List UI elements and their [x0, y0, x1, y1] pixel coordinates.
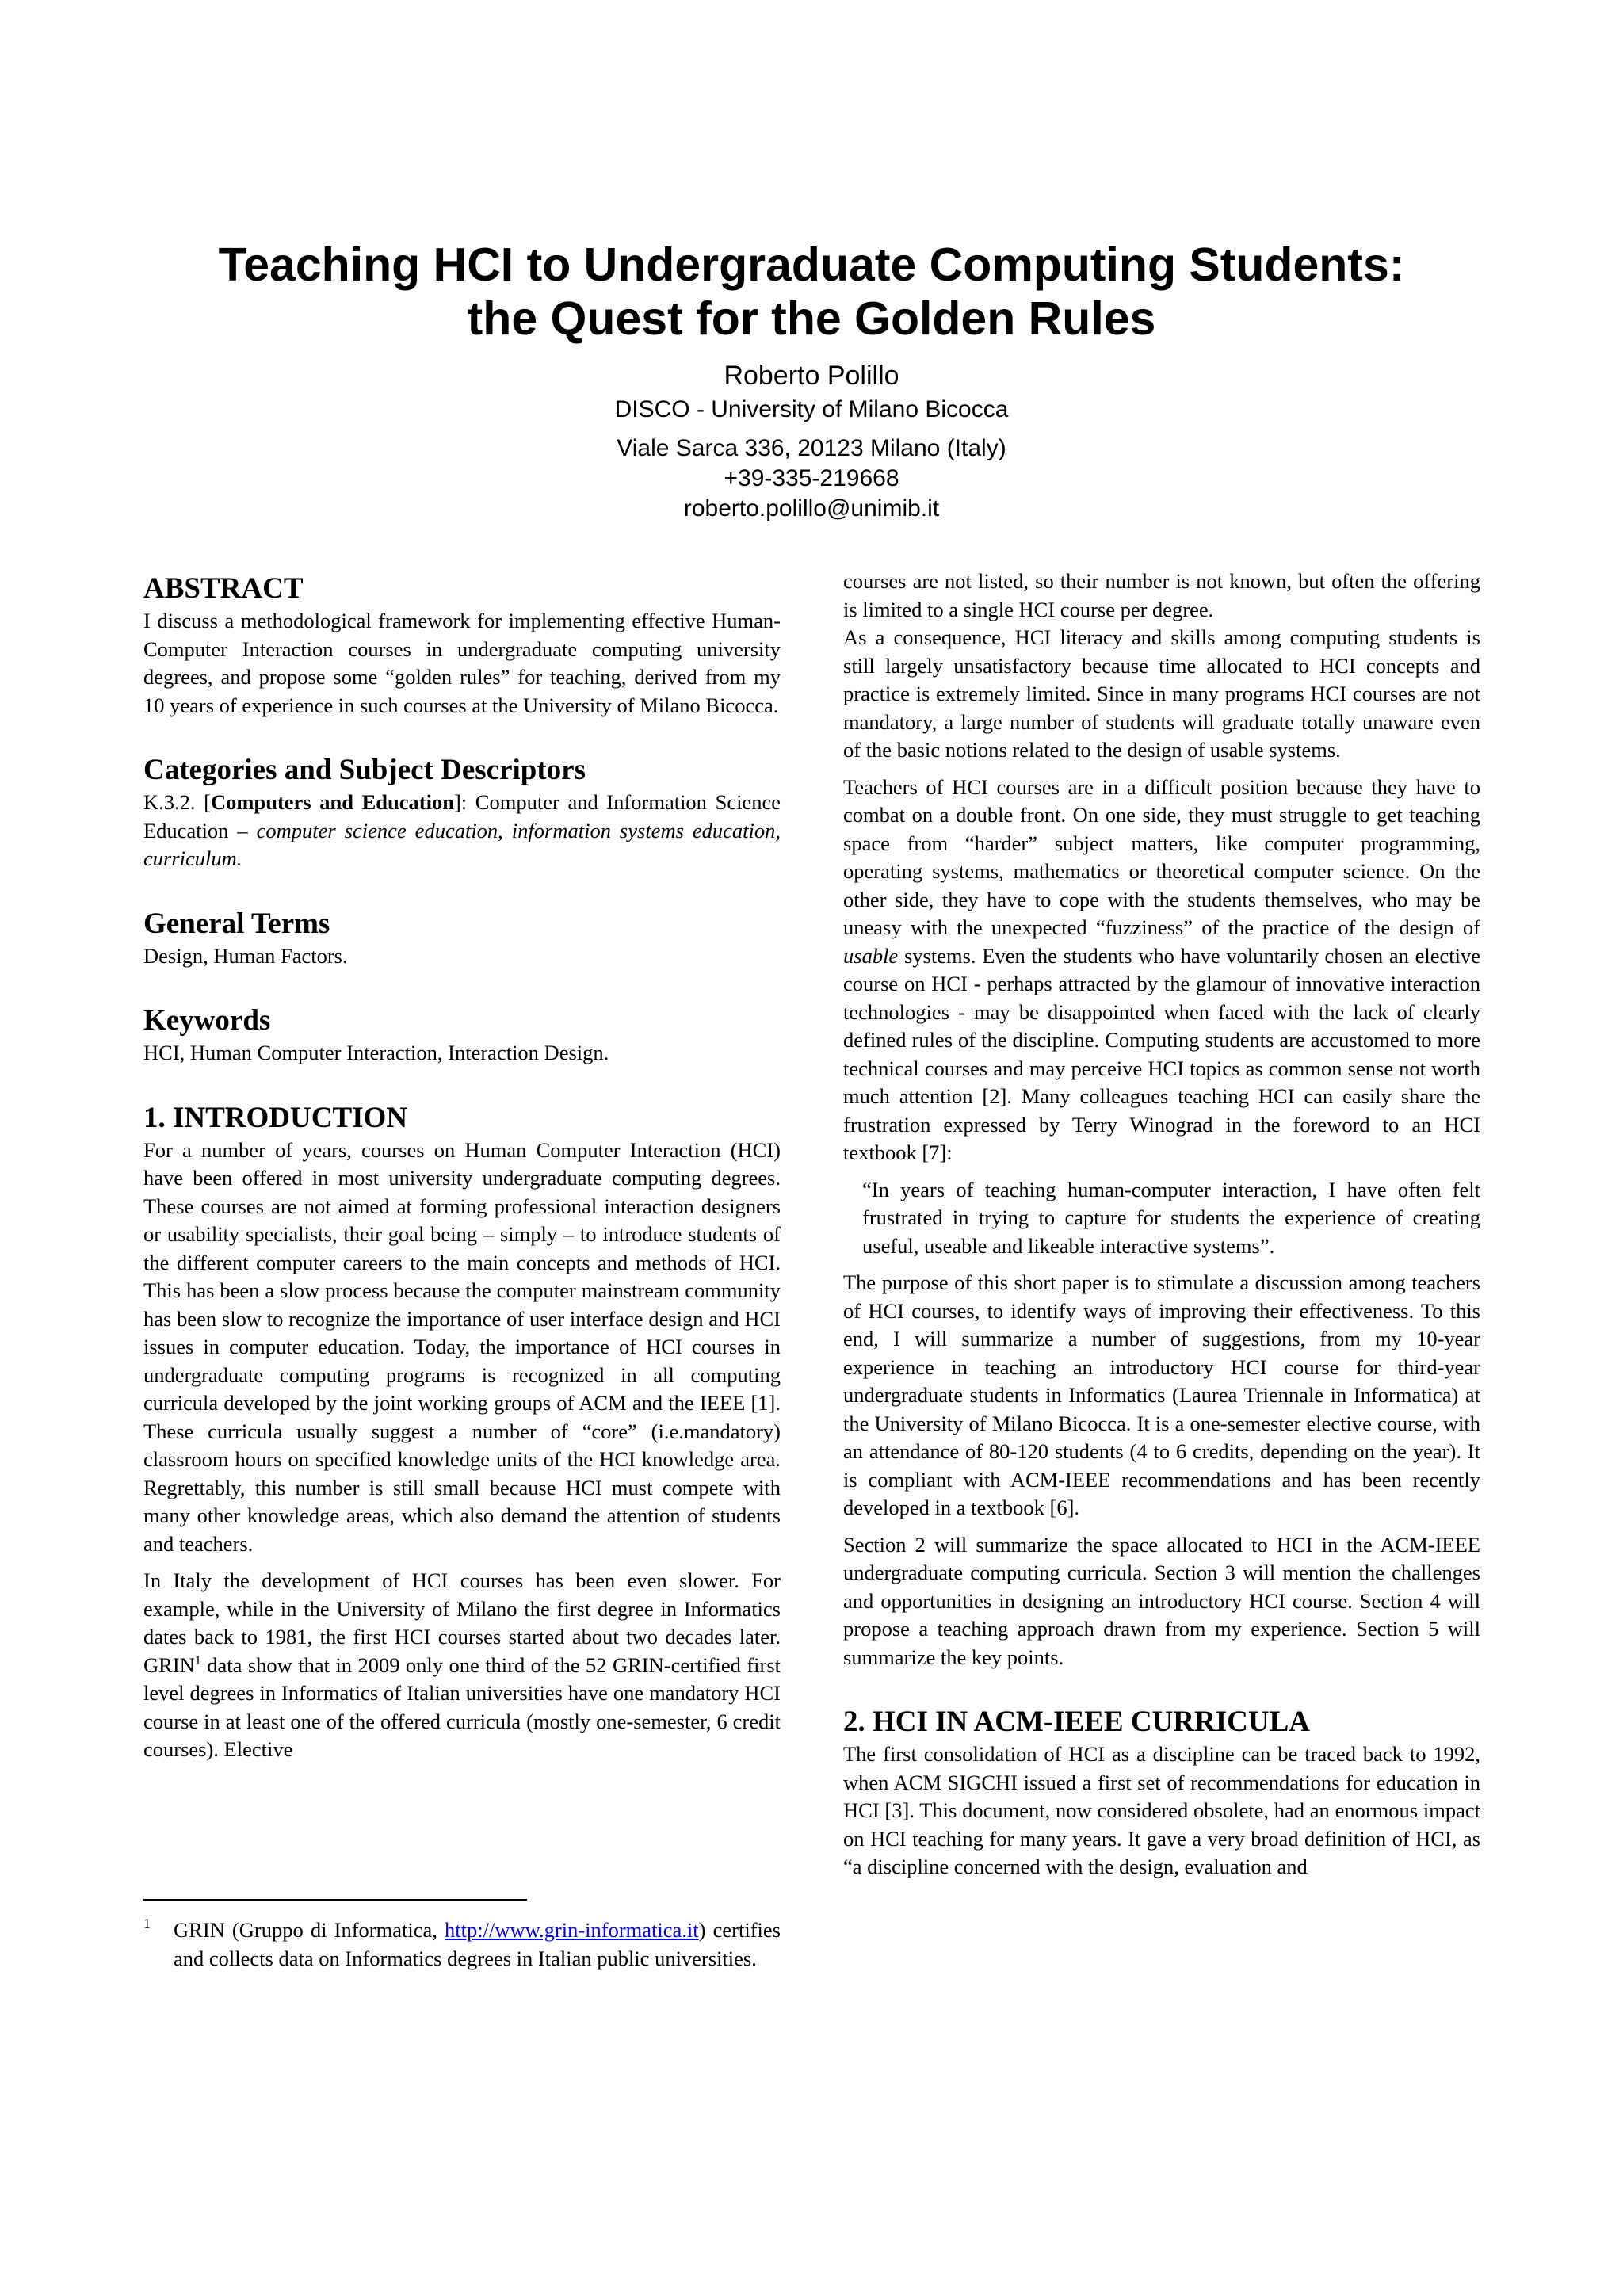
- right-column: [843, 567, 1480, 1890]
- footnote: 1 GRIN (Gruppo di Informatica, http://www.grin-informatica.it) certifies and collects data on Informatics degrees in Italian public universities.: [143, 1916, 781, 1973]
- intro-paragraph-7: Section 2 will summarize the space allocated to HCI in the ACM-IEEE undergraduate computing curricula. Section 3 will mention the challenges and opportunities in designing an introductory HCI course. Section 4 will propose a teaching approach drawn from my experience. Section 5 will summarize the key points.: [843, 1532, 1480, 1669]
- general-terms-heading: General Terms: [143, 907, 330, 940]
- general-terms-text: Design, Human Factors.: [143, 943, 348, 968]
- categories-text: K.3.2. [Computers and Education]: Computer and Information Science Education – computer science education, information systems education, curriculum.: [143, 790, 781, 870]
- intro-paragraph-6: The purpose of this short paper is to stimulate a discussion among teachers of HCI courses, to identify ways of improving their effectiveness. To this end, I will summarize a number of suggestions, from my 10-year experience in teaching an introductory HCI course for third-year undergraduate students in Informatics (Laurea Triennale in Informatica) at the University of Milano Bicocca. It is a one-semester elective course, with an attendance of 80-120 students (4 to 6 credits, depending on the year). It is compliant with ACM-IEEE recommendations and has been recently developed in a textbook [6].: [843, 1270, 1480, 1519]
- abstract-heading: ABSTRACT: [143, 572, 304, 605]
- intro-paragraph-1: For a number of years, courses on Human Computer Interaction (HCI) have been offered in most university undergraduate computing degrees. These courses are not aimed at forming professional interaction designers or usability specialists, their goal being – simply – to introduce students of the different computer careers to the main concepts and methods of HCI. This has been a slow process because the computer mainstream community has been slow to recognize the importance of user interface design and HCI issues in computer education. Today, the importance of HCI courses in undergraduate computing programs is recognized in all computing curricula developed by the joint working groups of ACM and the IEEE [1]. These curricula usually suggest a number of “core” (i.e.mandatory) classroom hours on specified knowledge units of the HCI knowledge area. Regrettably, this number is still small because HCI must compete with many other knowledge areas, which also demand the attention of students and teachers.: [143, 1137, 781, 1556]
- abstract-text: I discuss a methodological framework for implementing effective Human-Computer Interaction courses in undergraduate computing university degrees, and propose some “golden rules” for teaching, derived from my 10 years of experience in such courses at the University of Milano Bicocca.: [143, 609, 781, 717]
- intro-paragraph-4: As a consequence, HCI literacy and skills among computing students is still largely unsatisfactory because time allocated to HCI concepts and practice is extremely limited. Since in many programs HCI courses are not mandatory, a large number of students will graduate totally unaware even of the basic notions related to the design of usable systems.: [843, 625, 1480, 762]
- email: roberto.polillo@unimib.it: [683, 495, 940, 521]
- footnote-ref: 1: [194, 1653, 201, 1668]
- intro-paragraph-5: Teachers of HCI courses are in a difficult position because they have to combat on a double front. On one side, they must struggle to get teaching space from “harder” subject matters, like computer programming, operating systems, mathematics or theoretical computer science. On the other side, they have to cope with the students themselves, who may be uneasy with the unexpected “fuzziness” of the practice of the design of usable systems. Even the students who have voluntarily chosen an elective course on HCI - perhaps attracted by the glamour of innovative interaction technologies - may be disappointed when faced with the lack of clearly defined rules of the discipline. Computing students are accustomed to more technical courses and may perceive HCI topics as common sense not worth much attention [2]. Many colleagues teaching HCI can easily share the frustration expressed by Terry Winograd in the foreword to an HCI textbook [7]:: [843, 774, 1480, 1164]
- contact-block: [0, 434, 1623, 524]
- affiliation: DISCO - University of Milano Bicocca: [614, 396, 1009, 422]
- author-name: Roberto Polillo: [724, 361, 899, 391]
- section2-heading: 2. HCI IN ACM-IEEE CURRICULA: [843, 1706, 1310, 1738]
- paper-title: [0, 238, 1623, 346]
- left-column: [143, 571, 781, 1773]
- footnote-divider: [143, 1899, 527, 1901]
- address: Viale Sarca 336, 20123 Milano (Italy): [617, 435, 1006, 461]
- footnote-mark: 1: [143, 1916, 151, 1931]
- title-line-2: the Quest for the Golden Rules: [467, 292, 1156, 345]
- intro-paragraph-2: In Italy the development of HCI courses has been even slower. For example, while in the University of Milano the first degree in Informatics dates back to 1981, the first HCI courses started about two decades later. GRIN$^1$ data show that in 2009 only one third of the 52 GRIN-certified first level degrees in Informatics of Italian universities have one mandatory HCI course in at least one of the offered curricula (mostly one-semester, 6 credit courses). Elective: [143, 1568, 781, 1761]
- title-line-1: Teaching HCI to Undergraduate Computing Students:: [218, 239, 1405, 291]
- intro-paragraph-3: courses are not listed, so their number is not known, but often the offering is limited to a single HCI course per degree.: [843, 569, 1480, 621]
- categories-heading: Categories and Subject Descriptors: [143, 754, 586, 786]
- winograd-quote: “In years of teaching human-computer interaction, I have often felt frustrated in trying to capture for students the experience of creating useful, useable and likeable interactive systems”.: [862, 1177, 1480, 1258]
- keywords-heading: Keywords: [143, 1004, 271, 1037]
- introduction-heading: 1. INTRODUCTION: [143, 1101, 408, 1134]
- section2-paragraph-1: The first consolidation of HCI as a discipline can be traced back to 1992, when ACM SIGCHI issued a first set of recommendations for education in HCI [3]. This document, now considered obsolete, had an enormous impact on HCI teaching for many years. It gave a very broad definition of HCI, as “a discipline concerned with the design, evaluation and: [843, 1742, 1480, 1878]
- phone: +39-335-219668: [724, 465, 899, 491]
- keywords-text: HCI, Human Computer Interaction, Interaction Design.: [143, 1041, 609, 1064]
- grin-link[interactable]: http://www.grin-informatica.it: [445, 1918, 699, 1942]
